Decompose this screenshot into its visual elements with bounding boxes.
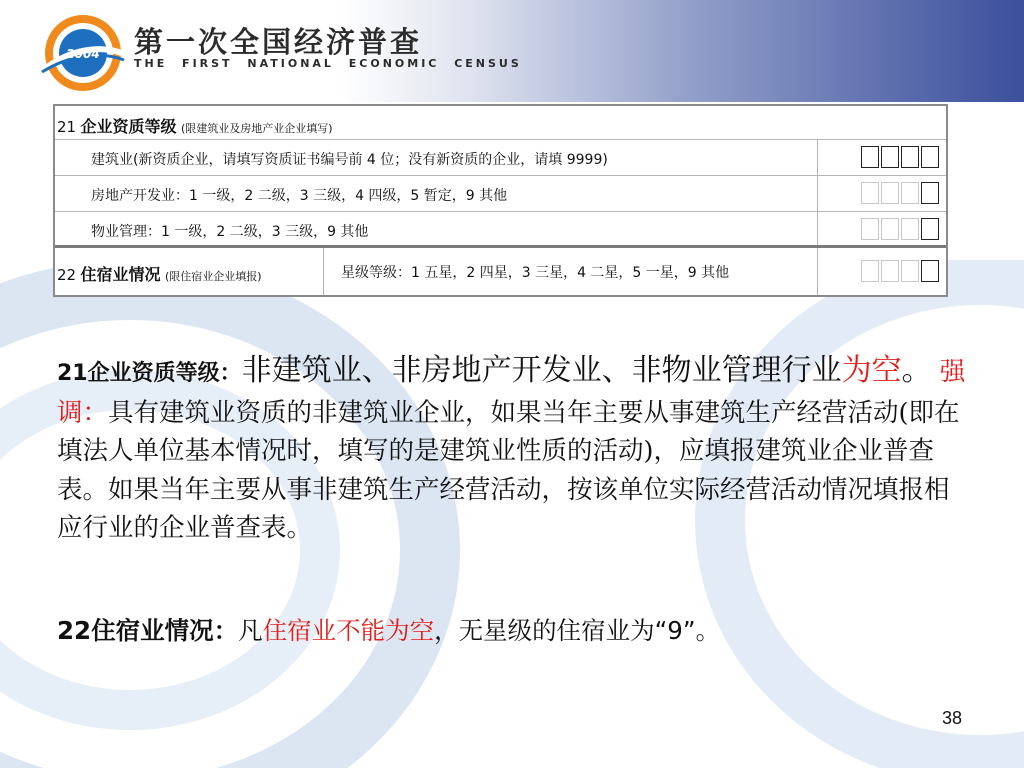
form-row-22 (55, 248, 946, 295)
form-row-property (55, 212, 946, 248)
row-21-note: (限建筑业及房地产业企业填写) (181, 122, 333, 135)
form-row-21-header (55, 106, 946, 140)
item-21-text-a: 非建筑业、非房地产开发业、非物业管理行业 (241, 353, 842, 388)
explanation-22 (57, 612, 720, 647)
row-21-title: 企业资质等级 (80, 117, 177, 136)
row-22-number: 22 (57, 266, 77, 284)
item-21-text-b: 。 (901, 353, 932, 388)
form-row-realestate (55, 176, 946, 212)
row-22-star-label: 星级等级：1 五星，2 四星，3 三星，4 二星，5 一星，9 其他 (341, 265, 730, 281)
realestate-label: 房地产开发业：1 一级，2 二级，3 三级，4 四级，5 暂定，9 其他 (91, 188, 508, 204)
item-21-empty-note: 为空 (841, 353, 902, 388)
item-22-text-a: 凡 (238, 616, 263, 645)
item-21-heading: 21企业资质等级： (57, 361, 242, 386)
property-label: 物业管理：1 一级，2 二级，3 三级，9 其他 (91, 224, 369, 240)
row-22-note: (限住宿业企业填报) (165, 270, 262, 283)
page-number: 38 (942, 708, 963, 728)
census-title-en: THE FIRST NATIONAL ECONOMIC CENSUS (134, 57, 522, 70)
slide-header (0, 0, 1024, 102)
form-excerpt (53, 104, 948, 297)
item-22-red-note: 住宿业不能为空 (262, 616, 435, 645)
code-boxes (861, 182, 941, 204)
item-21-text-c: 具有建筑业资质的非建筑业企业，如果当年主要从事建筑生产经营活动(即在填法人单位基本情况时，填写的是建筑业性质的活动)，应填报建筑业企业普查表。如果当年主要从事非建筑生产经营活动，按该单位实际经营活动情况填报相应行业的企业普查表。 (57, 397, 960, 543)
census-logo-icon (40, 10, 126, 96)
item-22-heading: 22住宿业情况： (57, 616, 239, 645)
construction-label: 建筑业(新资质企业，请填写资质证书编号前 4 位；没有新资质的企业，请填 9999) (91, 152, 608, 168)
code-boxes (861, 260, 941, 282)
census-title-cn: 第一次全国经济普查 (134, 25, 423, 59)
code-boxes (861, 218, 941, 240)
form-row-construction (55, 140, 946, 176)
item-21-emphasis-label: 强调： (57, 357, 966, 428)
explanation-21 (57, 352, 967, 548)
svg-text:2004: 2004 (66, 47, 100, 61)
code-boxes (861, 146, 941, 168)
row-21-number: 21 (57, 118, 77, 136)
row-22-title: 住宿业情况 (80, 265, 161, 284)
item-22-text-b: ，无星级的住宿业为“9”。 (434, 616, 721, 645)
